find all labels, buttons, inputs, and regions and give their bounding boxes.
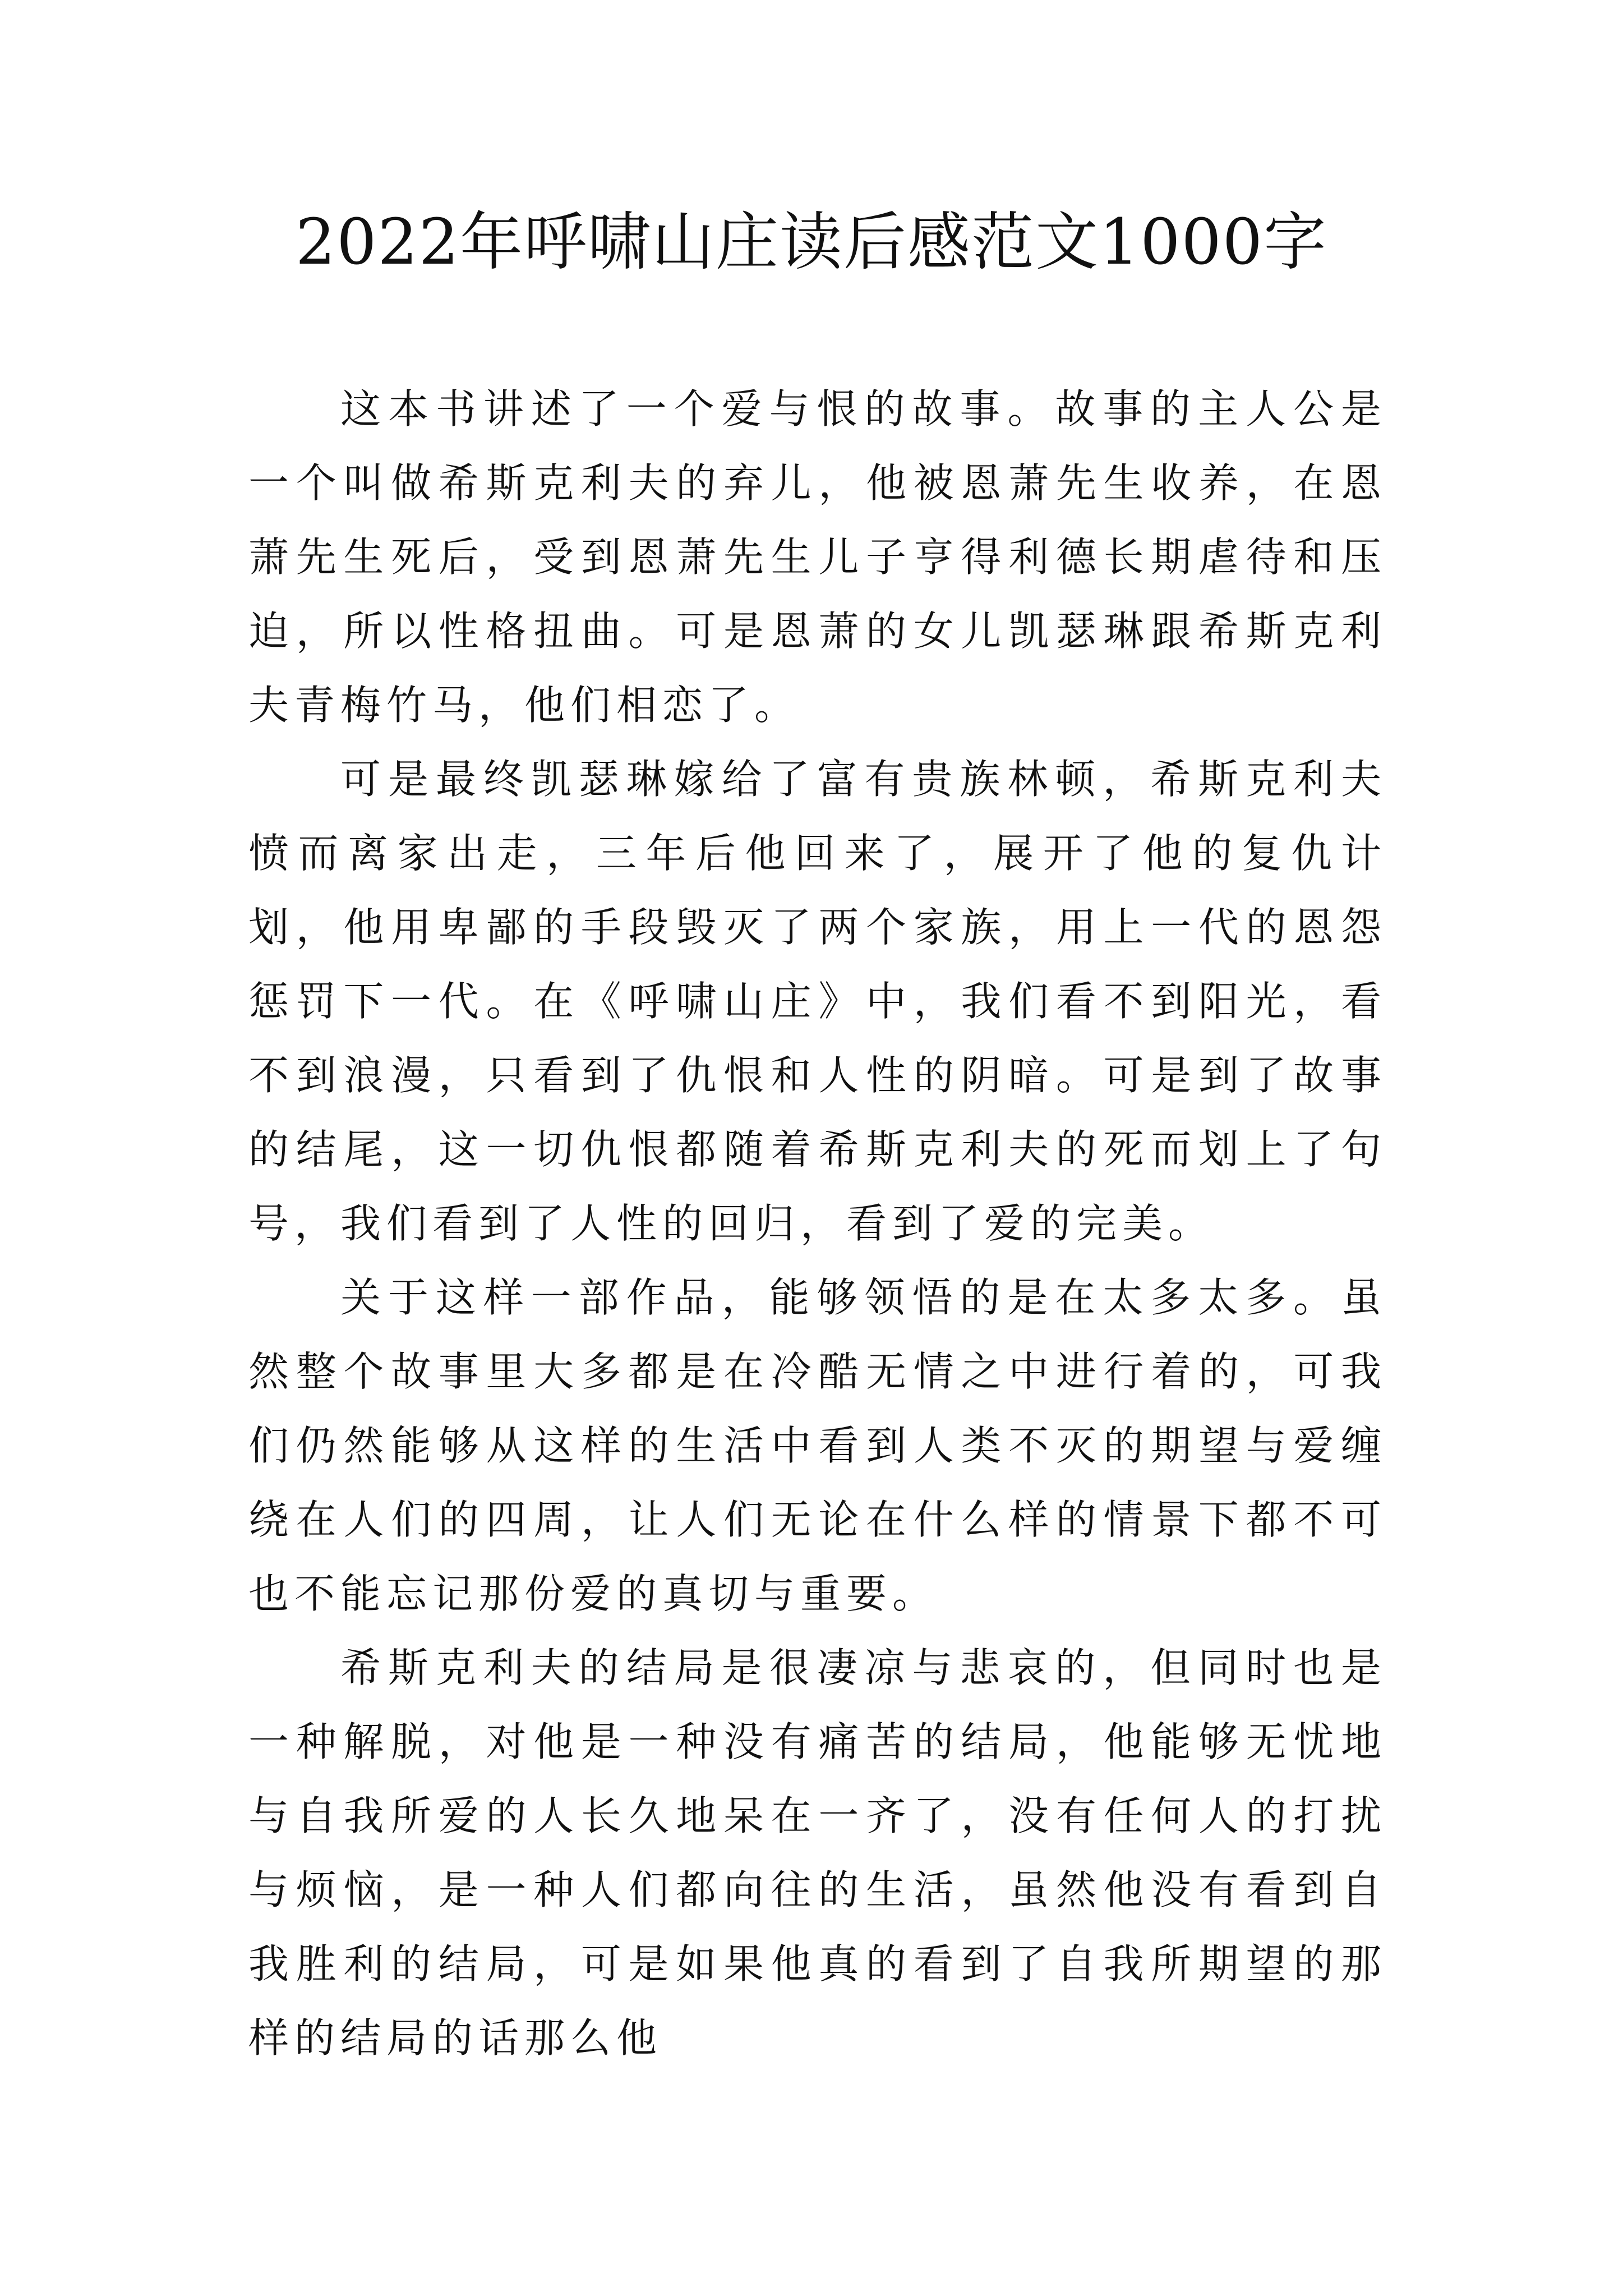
document-title: 2022年呼啸山庄读后感范文1000字 <box>295 206 1328 279</box>
paragraph: 希斯克利夫的结局是很凄凉与悲哀的，但同时也是一种解脱，对他是一种没有痛苦的结局，他能够无忧地与自我所爱的人长久地呆在一齐了，没有任何人的打扰与烦恼，是一种人们都向往的生活，虽然他没有看到自我胜利的结局，可是如果他真的看到了自我所期望的那样的结局的话那么他 <box>248 1644 1387 2062</box>
document-body <box>248 372 1387 2075</box>
paragraph: 关于这样一部作品，能够领悟的是在太多太多。虽然整个故事里大多都是在冷酷无情之中进行着的，可我们仍然能够从这样的生活中看到人类不灭的期望与爱缠绕在人们的四周，让人们无论在什么样的情景下都不可也不能忘记那份爱的真切与重要。 <box>248 1274 1387 1617</box>
paragraph: 这本书讲述了一个爱与恨的故事。故事的主人公是一个叫做希斯克利夫的弃儿，他被恩萧先生收养，在恩萧先生死后，受到恩萧先生儿子亨得利德长期虐待和压迫，所以性格扭曲。可是恩萧的女儿凯瑟琳跟希斯克利夫青梅竹马，他们相恋了。 <box>248 385 1387 729</box>
paragraph: 可是最终凯瑟琳嫁给了富有贵族林顿，希斯克利夫愤而离家出走，三年后他回来了，展开了他的复仇计划，他用卑鄙的手段毁灭了两个家族，用上一代的恩怨惩罚下一代。在《呼啸山庄》中，我们看不到阳光，看不到浪漫，只看到了仇恨和人性的阴暗。可是到了故事的结尾，这一切仇恨都随着希斯克利夫的死而划上了句号，我们看到了人性的回归，看到了爱的完美。 <box>248 756 1387 1247</box>
